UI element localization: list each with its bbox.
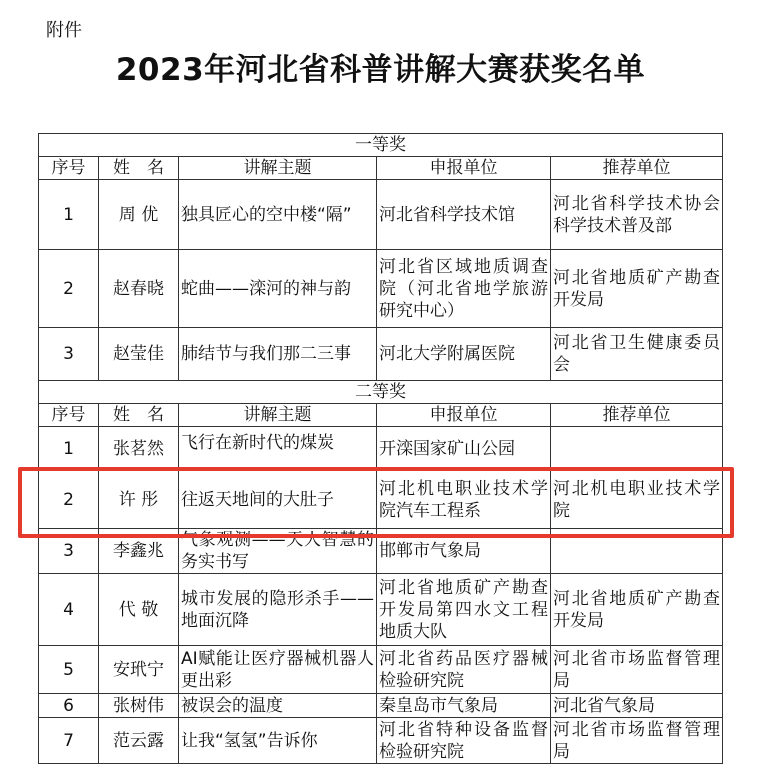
section-second-prize (39, 381, 723, 404)
cell-recommender (551, 427, 723, 471)
cell-topic: 城市发展的隐形杀手——地面沉降 (179, 574, 377, 646)
award-table (38, 133, 723, 764)
section-label: 一等奖 (39, 134, 723, 157)
cell-unit: 河北省区域地质调查院（河北省地学旅游研究中心） (377, 250, 551, 328)
cell-index: 2 (39, 471, 99, 529)
cell-name: 代 敬 (99, 574, 179, 646)
col-name-header: 姓 名 (99, 157, 179, 180)
cell-index: 7 (39, 718, 99, 764)
cell-recommender: 河北省卫生健康委员会 (551, 328, 723, 381)
cell-unit: 秦皇岛市气象局 (377, 694, 551, 718)
cell-index: 3 (39, 529, 99, 574)
cell-name: 赵莹佳 (99, 328, 179, 381)
cell-name: 范云露 (99, 718, 179, 764)
cell-topic: 蛇曲——滦河的神与韵 (179, 250, 377, 328)
cell-name: 安玳宁 (99, 646, 179, 694)
cell-unit: 河北省地质矿产勘查开发局第四水文工程地质大队 (377, 574, 551, 646)
col-recommender-header: 推荐单位 (551, 157, 723, 180)
table-row (39, 574, 723, 646)
cell-name: 张茗然 (99, 427, 179, 471)
table-row (39, 694, 723, 718)
cell-topic (179, 427, 377, 471)
cell-topic: 气象观测——天人智慧的务实书写 (179, 529, 377, 574)
col-unit-header: 申报单位 (377, 157, 551, 180)
cell-topic: 独具匠心的空中楼“隔” (179, 180, 377, 250)
cell-unit: 河北大学附属医院 (377, 328, 551, 381)
cell-recommender: 河北机电职业技术学院 (551, 471, 723, 529)
col-name-header: 姓 名 (99, 404, 179, 427)
cell-index: 1 (39, 180, 99, 250)
col-index-header: 序号 (39, 404, 99, 427)
cell-name: 周 优 (99, 180, 179, 250)
cell-unit: 河北机电职业技术学院汽车工程系 (377, 471, 551, 529)
cell-name: 李鑫兆 (99, 529, 179, 574)
highlight-box (18, 467, 734, 538)
table-row (39, 427, 723, 471)
col-topic-header: 讲解主题 (179, 157, 377, 180)
document-title: 2023年河北省科普讲解大赛获奖名单 (115, 52, 646, 88)
table-row (39, 646, 723, 694)
cell-index: 6 (39, 694, 99, 718)
cell-topic: 往返天地间的大肚子 (179, 471, 377, 529)
cell-unit: 开滦国家矿山公园 (377, 427, 551, 471)
section-first-prize (39, 134, 723, 157)
cell-recommender: 河北省气象局 (551, 694, 723, 718)
cell-recommender: 河北省地质矿产勘查开发局 (551, 250, 723, 328)
cell-recommender: 河北省市场监督管理局 (551, 646, 723, 694)
cell-name: 许 彤 (99, 471, 179, 529)
header-row (39, 404, 723, 427)
cell-topic: 肺结节与我们那二三事 (179, 328, 377, 381)
cell-name: 赵春晓 (99, 250, 179, 328)
table-row (39, 180, 723, 250)
table-row (39, 718, 723, 764)
table-row (39, 328, 723, 381)
cell-index: 4 (39, 574, 99, 646)
cell-topic: AI赋能让医疗器械机器人更出彩 (179, 646, 377, 694)
cell-index: 5 (39, 646, 99, 694)
col-unit-header: 申报单位 (377, 404, 551, 427)
table-row (39, 250, 723, 328)
cell-topic: 让我“氢氢”告诉你 (179, 718, 377, 764)
col-index-header: 序号 (39, 157, 99, 180)
cell-index: 2 (39, 250, 99, 328)
topic-text: 飞行在新时代的煤炭 (181, 432, 334, 453)
attachment-label: 附件 (46, 20, 82, 41)
cell-name: 张树伟 (99, 694, 179, 718)
cell-recommender: 河北省市场监督管理局 (551, 718, 723, 764)
cell-recommender: 河北省地质矿产勘查开发局 (551, 574, 723, 646)
section-label: 二等奖 (39, 381, 723, 404)
cell-unit: 河北省特种设备监督检验研究院 (377, 718, 551, 764)
cell-recommender: 河北省科学技术协会科学技术普及部 (551, 180, 723, 250)
cell-index: 3 (39, 328, 99, 381)
col-topic-header: 讲解主题 (179, 404, 377, 427)
col-recommender-header: 推荐单位 (551, 404, 723, 427)
cell-index: 1 (39, 427, 99, 471)
cell-unit: 河北省药品医疗器械检验研究院 (377, 646, 551, 694)
cell-unit: 邯郸市气象局 (377, 529, 551, 574)
cell-topic: 被误会的温度 (179, 694, 377, 718)
cell-unit: 河北省科学技术馆 (377, 180, 551, 250)
header-row (39, 157, 723, 180)
